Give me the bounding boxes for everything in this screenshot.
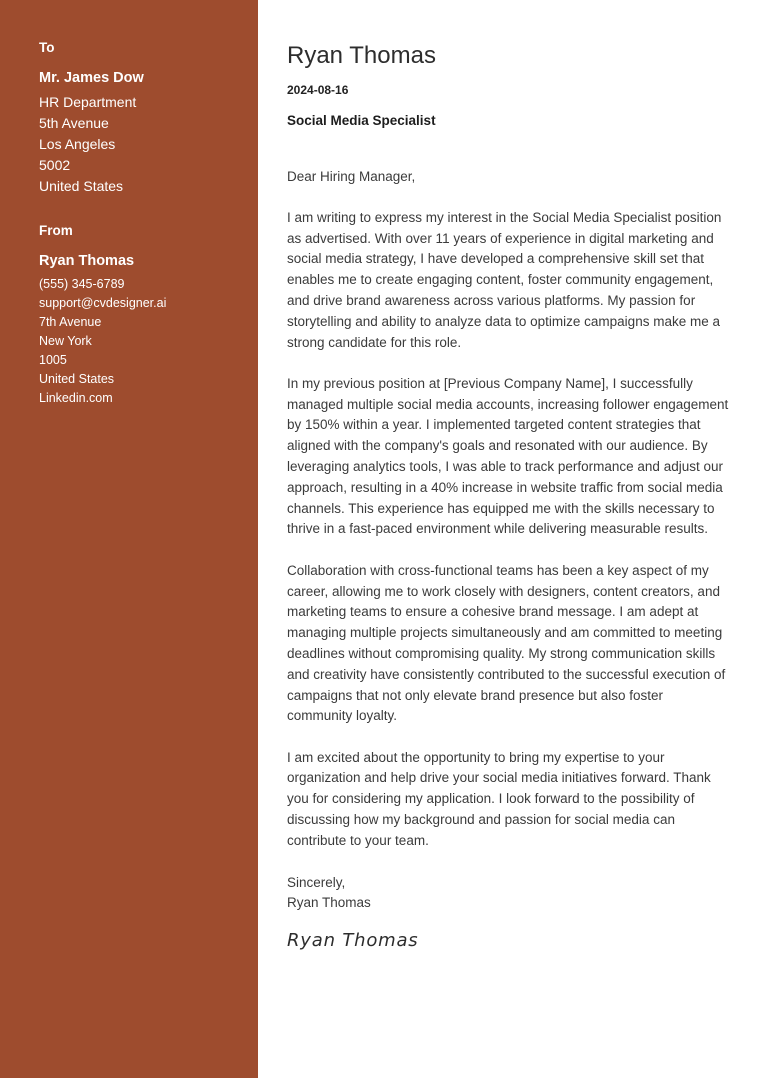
applicant-name-heading: Ryan Thomas: [287, 42, 436, 69]
salutation: Dear Hiring Manager,: [287, 169, 416, 184]
sender-line: New York: [39, 334, 92, 348]
sender-line: 1005: [39, 353, 67, 367]
recipient-line: HR Department: [39, 94, 137, 110]
sender-phone: (555) 345-6789: [39, 277, 125, 291]
closing-block: [287, 873, 730, 952]
job-title: Social Media Specialist: [287, 113, 436, 128]
recipient-line: 5th Avenue: [39, 115, 109, 131]
letter-body: [258, 0, 768, 1078]
recipient-line: Los Angeles: [39, 136, 116, 152]
sender-contact: [39, 275, 234, 408]
to-label: To: [39, 40, 55, 55]
closing-word: Sincerely,: [287, 874, 346, 890]
recipient-block: [39, 40, 234, 197]
sender-line: United States: [39, 372, 115, 386]
paragraph-closing: I am excited about the opportunity to bring my expertise to your organization and help drive your social media initiatives forward. Thank you for considering my application. I look forward to the possibility of discussing how my background and passion for social media can contribute to your team.: [287, 749, 711, 848]
paragraph-experience: In my previous position at [Previous Company Name], I successfully managed multiple social media accounts, increasing follower engagement by 150% within a year. I implemented targeted content strategies that aligned with the company's goals and resonated with our audience. By leveraging analytics tools, I was able to track performance and adjust our approach, resulting in a 40% increase in website traffic from social media channels. This experience has equipped me with the skills necessary to thrive in a fast-paced environment while delivering measurable results.: [287, 375, 729, 537]
sender-block: [39, 223, 234, 408]
sender-linkedin: Linkedin.com: [39, 391, 113, 405]
sender-name: Ryan Thomas: [39, 253, 135, 269]
sender-email: support@cvdesigner.ai: [39, 296, 167, 310]
recipient-address: [39, 92, 234, 197]
sender-line: 7th Avenue: [39, 315, 102, 329]
paragraph-intro: I am writing to express my interest in the Social Media Specialist position as advertised. With over 11 years of experience in digital marketing and social media strategy, I have developed a comprehensive skill set that enables me to create engaging content, foster community engagement, and drive brand awareness across various platforms. My passion for storytelling and ability to analyze data to optimize campaigns make me a strong candidate for this role.: [287, 209, 722, 350]
recipient-line: United States: [39, 178, 124, 194]
closing-name: Ryan Thomas: [287, 895, 371, 911]
from-label: From: [39, 223, 73, 238]
recipient-name: Mr. James Dow: [39, 70, 144, 86]
paragraph-collaboration: Collaboration with cross-functional teams has been a key aspect of my career, allowing me to work closely with designers, content creators, and marketing teams to ensure a cohesive brand message. I am adept at managing multiple projects simultaneously and am committed to meeting deadlines without compromising quality. My strong communication skills and creativity have consistently contributed to the successful execution of campaigns that not only elevate brand presence but also foster community loyalty.: [287, 562, 726, 724]
letter-date: 2024-08-16: [287, 83, 349, 97]
handwritten-signature: Ryan Thomas: [287, 930, 419, 952]
recipient-line: 5002: [39, 157, 71, 173]
sidebar: [0, 0, 258, 1078]
